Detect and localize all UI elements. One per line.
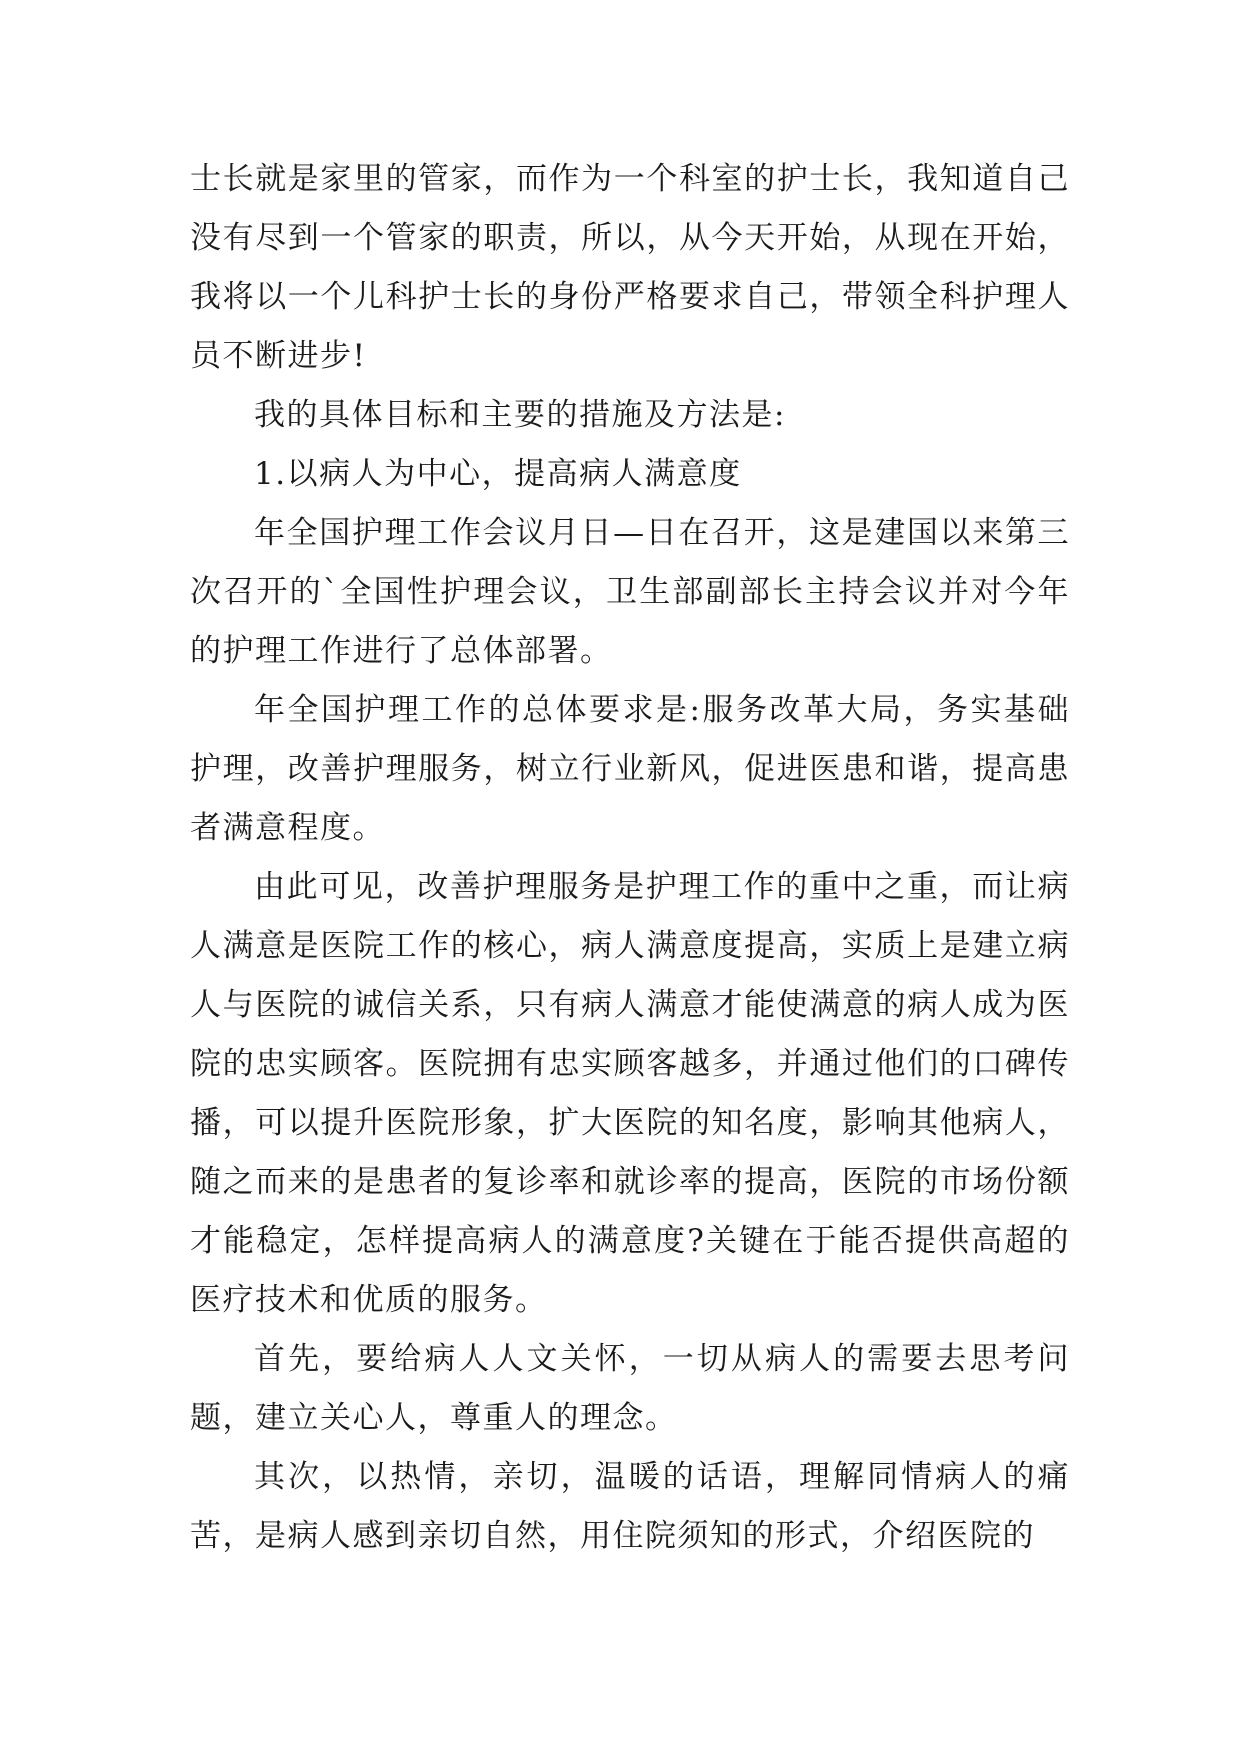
paragraph-conference: 年全国护理工作会议月日—日在召开，这是建国以来第三次召开的`全国性护理会议，卫生部副部长主持会议并对今年的护理工作进行了总体部署。 bbox=[190, 515, 1070, 669]
paragraph-requirements: 年全国护理工作的总体要求是:服务改革大局，务实基础护理，改善护理服务，树立行业新风，促进医患和谐，提高患者满意程度。 bbox=[190, 692, 1070, 846]
paragraph-continuation: 士长就是家里的管家，而作为一个科室的护士长，我知道自己没有尽到一个管家的职责，所以，从今天开始，从现在开始，我将以一个儿科护士长的身份严格要求自己，带领全科护理人员不断进步! bbox=[190, 161, 1070, 374]
paragraph-second: 其次，以热情，亲切，温暖的话语，理解同情病人的痛苦，是病人感到亲切自然，用住院须知的形式，介绍医院的 bbox=[190, 1459, 1070, 1554]
paragraph-first: 首先，要给病人人文关怀，一切从病人的需要去思考问题，建立关心人，尊重人的理念。 bbox=[190, 1341, 1070, 1436]
paragraph-satisfaction: 由此可见，改善护理服务是护理工作的重中之重，而让病人满意是医院工作的核心，病人满意度提高，实质上是建立病人与医院的诚信关系，只有病人满意才能使满意的病人成为医院的忠实顾客。医院拥有忠实顾客越多，并通过他们的口碑传播，可以提升医院形象，扩大医院的知名度，影响其他病人，随之而来的是患者的复诊率和就诊率的提高，医院的市场份额才能稳定，怎样提高病人的满意度?关键在于能否提供高超的医疗技术和优质的服务。 bbox=[190, 869, 1070, 1318]
document-body bbox=[190, 150, 1070, 1566]
paragraph-goals-intro: 我的具体目标和主要的措施及方法是: bbox=[254, 397, 786, 433]
section-heading-1: 1.以病人为中心，提高病人满意度 bbox=[254, 456, 742, 492]
